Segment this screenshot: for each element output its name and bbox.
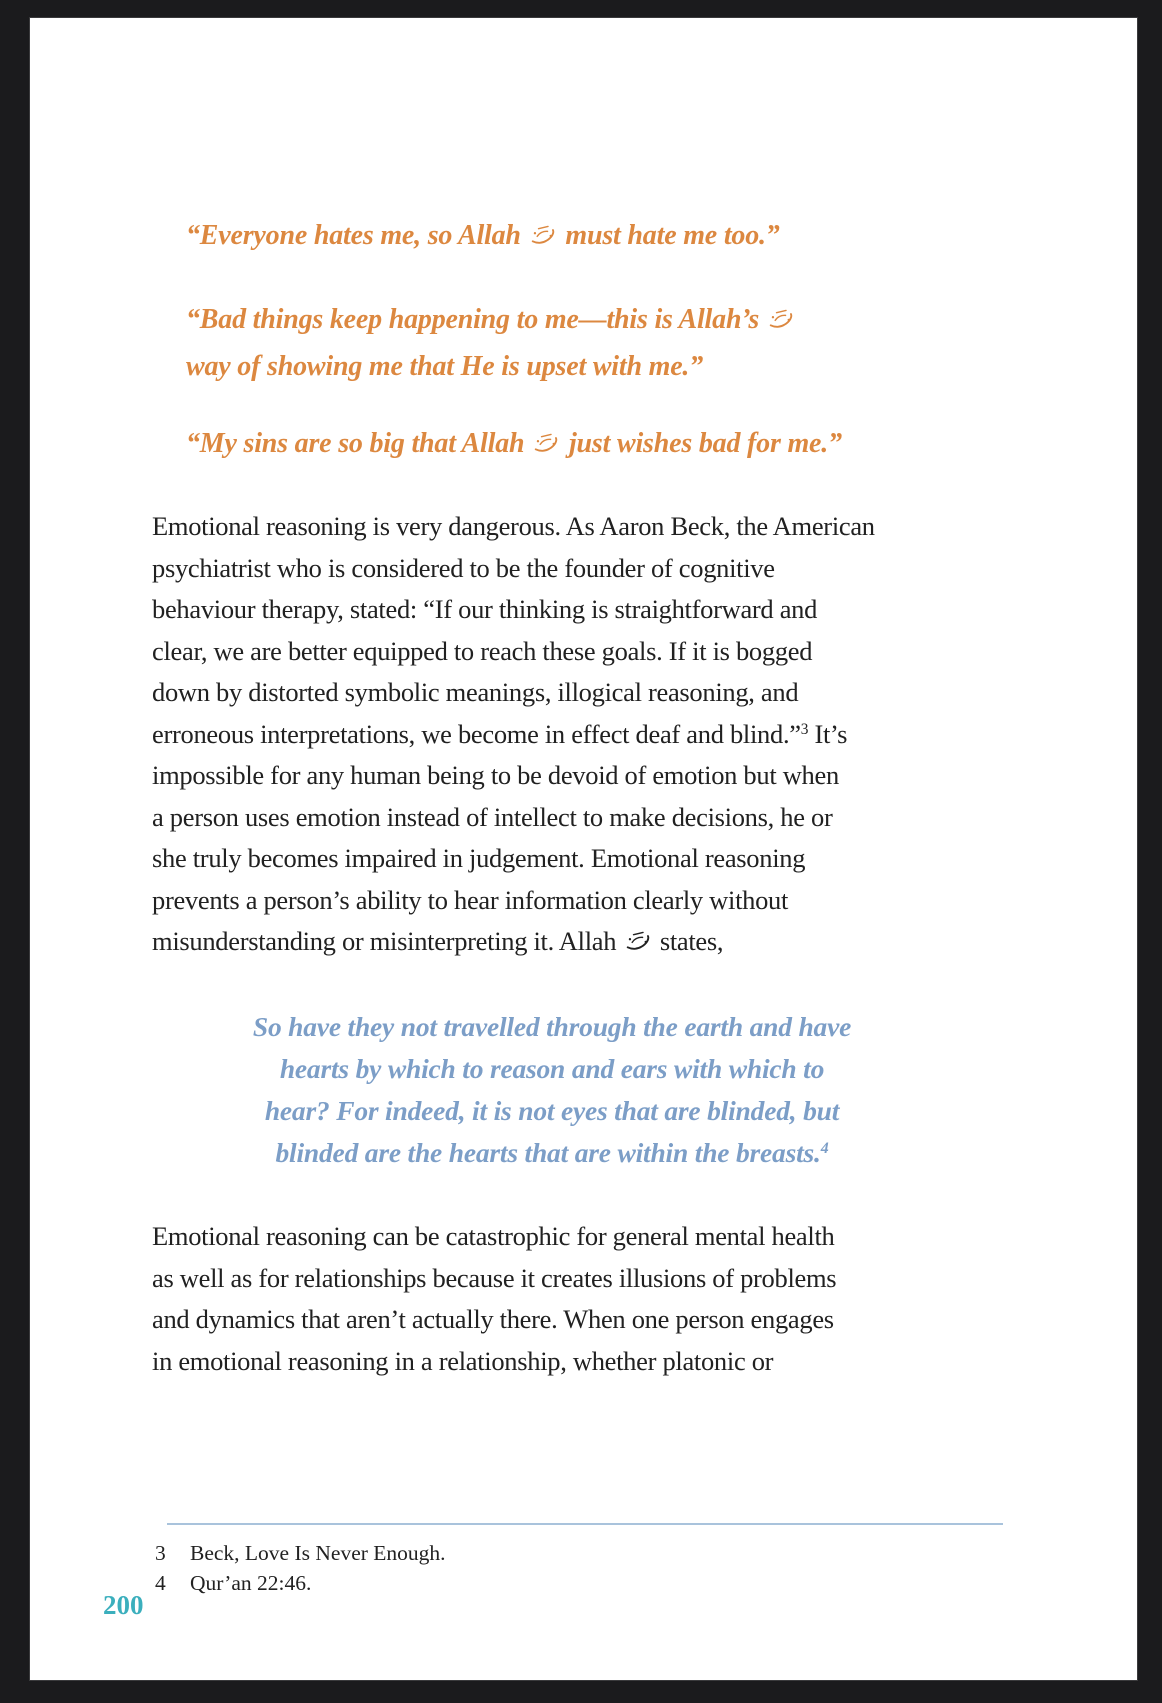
text-line [152,1132,952,1174]
orange-quote-3 [186,420,842,467]
text-line [152,631,875,673]
orange-quote-1 [186,212,780,259]
footnote-3 [155,1538,446,1568]
footnote-text: Beck, Love Is Never Enough. [190,1541,446,1565]
orange-quote-2 [186,296,797,390]
text-line [186,343,797,390]
honorific-icon [625,929,652,953]
text-line [152,838,875,880]
text-run: erroneous interpretations, we become in effect deaf and blind.” [152,718,801,749]
text-line [152,1048,952,1090]
footnotes [155,1538,446,1598]
text-run: in emotional reasoning in a relationship, whether platonic or [152,1345,774,1376]
text-run: prevents a person’s ability to hear information clearly without [152,884,789,915]
text-line [152,714,875,756]
text-run: as well as for relationships because it creates illusions of problems [152,1262,837,1293]
text-run: way of showing me that He is upset with me.” [186,351,704,382]
text-run: impossible for any human being to be devoid of emotion but when [152,760,839,790]
text-run: “Bad things keep happening to me—this is Allah’s [186,304,766,335]
text-line [152,797,875,839]
text-line [152,1258,836,1300]
text-line [152,506,875,548]
text-line [152,1299,836,1341]
footnote-number: 3 [155,1541,166,1565]
text-run: she truly becomes impaired in judgement. Emotional reasoning [152,843,806,873]
text-line [152,548,875,590]
quran-quote [152,1006,952,1174]
text-run: “Everyone hates me, so Allah [186,220,528,251]
footnote-ref: 3 [800,721,809,739]
text-run: Emotional reasoning can be catastrophic for general mental health [152,1221,835,1251]
text-line [152,1216,836,1258]
text-run: must hate me too.” [558,220,780,251]
text-line [152,880,875,922]
text-run: states, [653,926,724,956]
honorific-icon [533,431,560,455]
body-paragraph-2 [152,1216,836,1382]
text-line [186,296,797,343]
page-number: 200 [103,1590,144,1620]
text-run: and dynamics that aren’t actually there. When one person engages [152,1304,834,1334]
footnote-text: Qur’an 22:46. [190,1571,312,1595]
text-run: So have they not travelled through the earth and have [252,1011,852,1042]
text-line [152,921,875,963]
text-line [152,1090,952,1132]
body-paragraph-1 [152,506,875,963]
footnote-number: 4 [155,1571,166,1595]
text-run: “My sins are so big that Allah [186,428,532,459]
text-line [152,589,875,631]
text-line [152,672,875,714]
text-run: Emotional reasoning is very dangerous. As Aaron Beck, the American [152,511,875,541]
footnote-divider [167,1523,1003,1525]
text-run: It’s [808,718,848,749]
text-run: psychiatrist who is considered to be the founder of cognitive [152,552,775,583]
text-line [152,1006,952,1048]
text-run: just wishes bad for me.” [562,428,842,459]
text-line [186,212,780,259]
text-run: misunderstanding or misinterpreting it. Allah [152,926,623,956]
book-page [30,18,1137,1680]
text-run: hearts by which to reason and ears with which to [279,1053,825,1084]
text-line [152,1341,836,1383]
text-run: clear, we are better equipped to reach these goals. If it is bogged [152,635,813,666]
text-run: blinded are the hearts that are within the breasts. [275,1137,821,1168]
text-line [152,755,875,797]
text-run: behaviour therapy, stated: “If our thinking is straightforward and [152,594,818,624]
text-run: hear? For indeed, it is not eyes that are blinded, but [264,1095,840,1126]
text-run: a person uses emotion instead of intellect to make decisions, he or [152,801,833,832]
honorific-icon [768,307,795,331]
footnote-ref: 4 [820,1140,829,1158]
footnote-4 [155,1568,446,1598]
text-line [186,420,842,467]
honorific-icon [530,223,557,247]
text-run: down by distorted symbolic meanings, illogical reasoning, and [152,677,799,707]
